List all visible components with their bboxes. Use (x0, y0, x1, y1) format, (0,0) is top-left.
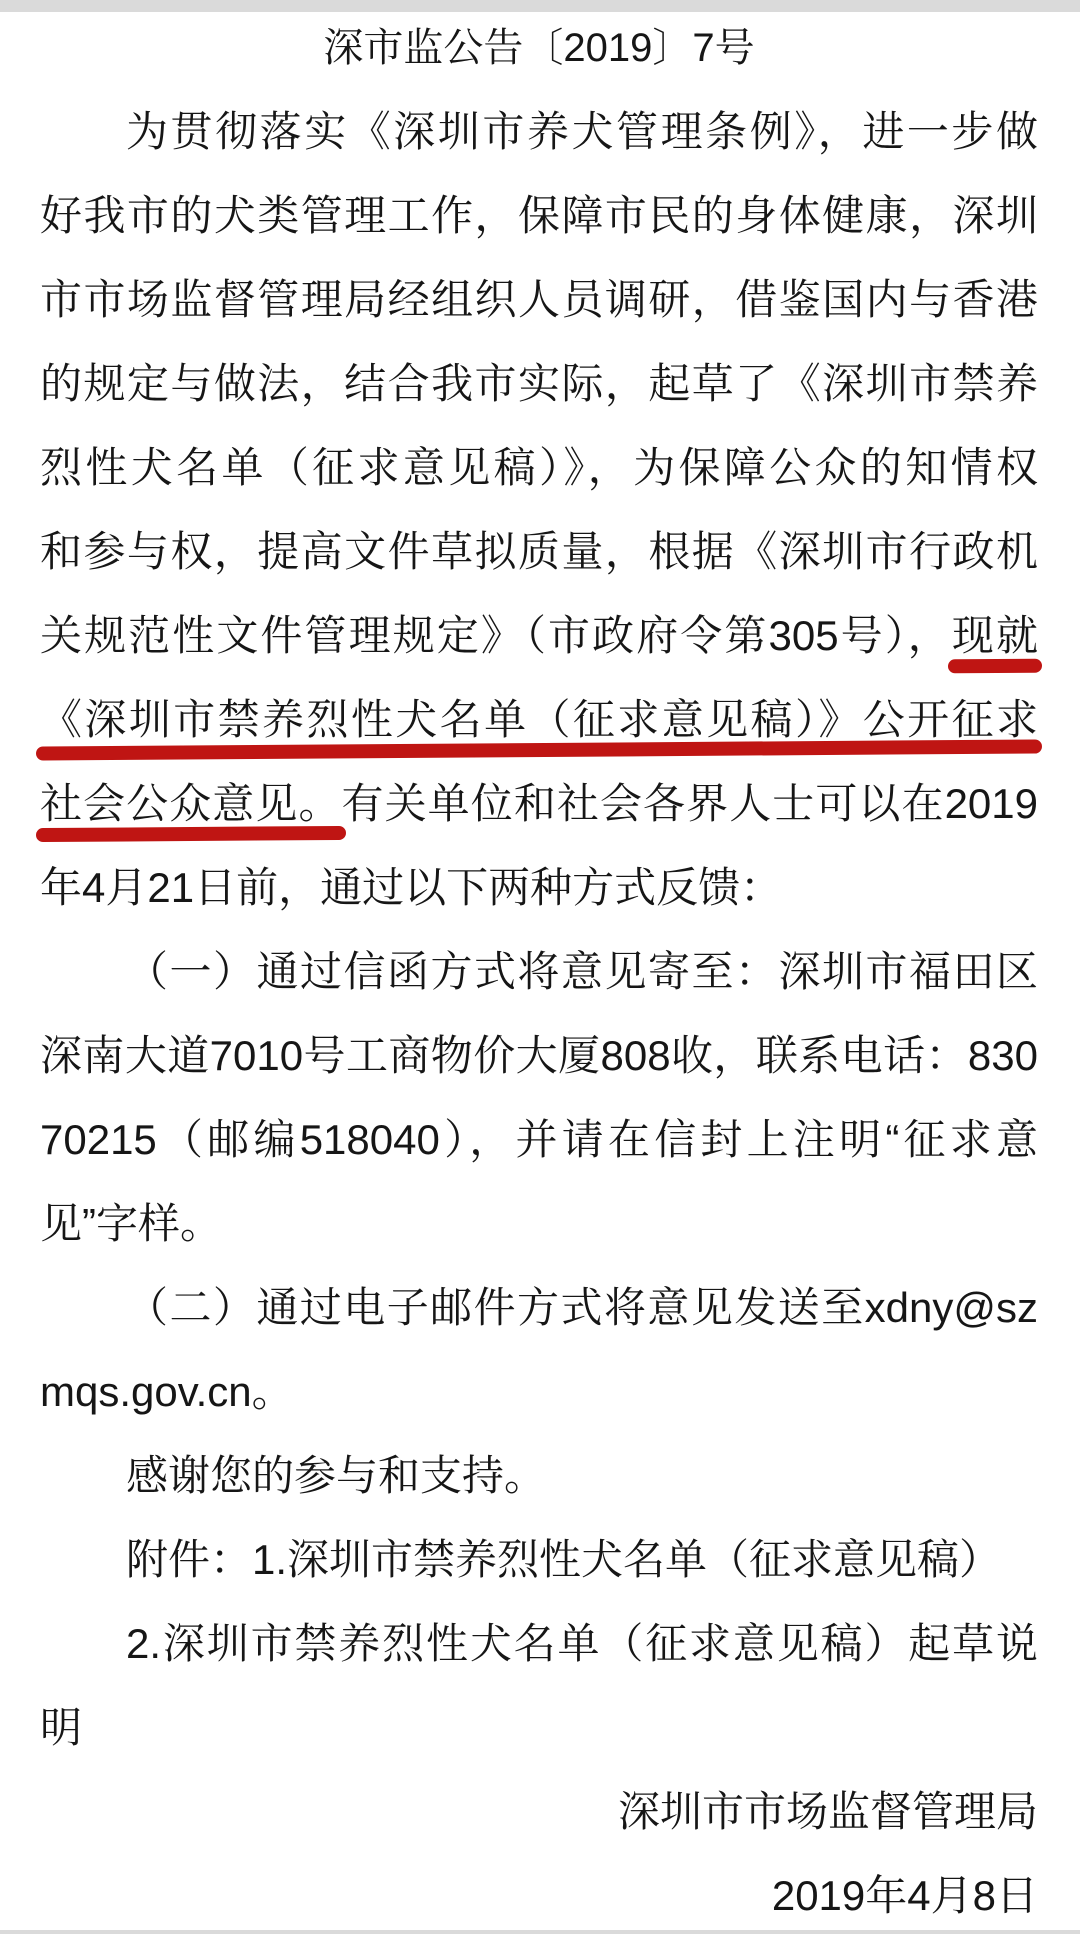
document-line (40, 1434, 1038, 1518)
screenshot-edge-bottom (0, 1930, 1080, 1934)
text-segment: 为贯彻落实《深圳市养犬管理条例》，进一步做 (126, 108, 1038, 155)
document-title: 深市监公告〔2019〕7号 (323, 26, 755, 70)
document-line (40, 258, 1038, 342)
document-line (40, 90, 1038, 174)
text-segment: 有关单位和社会各界人士可以在2019 (341, 780, 1038, 827)
text-segment: 见”字样。 (40, 1200, 222, 1247)
text-segment: 市市场监督管理局经组织人员调研，借鉴国内与香港 (40, 276, 1038, 323)
document-line (40, 762, 1038, 846)
document-line (40, 174, 1038, 258)
document-line (40, 1686, 1038, 1770)
document-line (40, 594, 1038, 678)
text-segment: （二）通过电子邮件方式将意见发送至xdny@sz (126, 1284, 1038, 1331)
screenshot-edge-top (0, 0, 1080, 12)
document-line (40, 426, 1038, 510)
text-segment: mqs.gov.cn。 (40, 1368, 294, 1415)
text-segment: 深南大道7010号工商物价大厦808收，联系电话：830 (40, 1032, 1038, 1079)
document-line (40, 1182, 1038, 1266)
document-line (40, 1098, 1038, 1182)
document-line (40, 342, 1038, 426)
document-line (40, 1350, 1038, 1434)
text-segment: 感谢您的参与和支持。 (126, 1452, 547, 1499)
document-line (40, 678, 1038, 762)
text-segment: 和参与权，提高文件草拟质量，根据《深圳市行政机 (40, 528, 1038, 575)
document-line (40, 510, 1038, 594)
text-segment: 明 (40, 1704, 83, 1751)
text-segment: 2.深圳市禁养烈性犬名单（征求意见稿）起草说 (126, 1620, 1038, 1667)
body-lines (40, 90, 1038, 1770)
document-line (40, 1602, 1038, 1686)
text-segment: 关规范性文件管理规定》（市政府令第305号）， (40, 612, 952, 659)
text-segment: 好我市的犬类管理工作，保障市民的身体健康，深圳 (40, 192, 1038, 239)
document-line (40, 1518, 1038, 1602)
text-segment: （一）通过信函方式将意见寄至：深圳市福田区 (126, 948, 1038, 995)
document-line (40, 1014, 1038, 1098)
red-underlined-text: 社会公众意见。 (40, 780, 342, 827)
text-segment: 年4月21日前，通过以下两种方式反馈： (40, 864, 783, 911)
document-line (40, 930, 1038, 1014)
red-underlined-text: 《深圳市禁养烈性犬名单（征求意见稿）》公开征求 (40, 696, 1038, 743)
document-line (40, 846, 1038, 930)
red-underlined-text: 现就 (951, 612, 1038, 659)
document-line (40, 1266, 1038, 1350)
text-segment: 烈性犬名单（征求意见稿）》，为保障公众的知情权 (40, 444, 1038, 491)
text-segment: 附件：1.深圳市禁养烈性犬名单（征求意见稿） (126, 1536, 1002, 1583)
issuer-signature: 深圳市市场监督管理局 (617, 1788, 1038, 1835)
issue-date: 2019年4月8日 (771, 1872, 1038, 1919)
text-segment: 70215（邮编518040），并请在信封上注明“征求意 (40, 1116, 1038, 1163)
text-segment: 的规定与做法，结合我市实际，起草了《深圳市禁养 (40, 360, 1038, 407)
